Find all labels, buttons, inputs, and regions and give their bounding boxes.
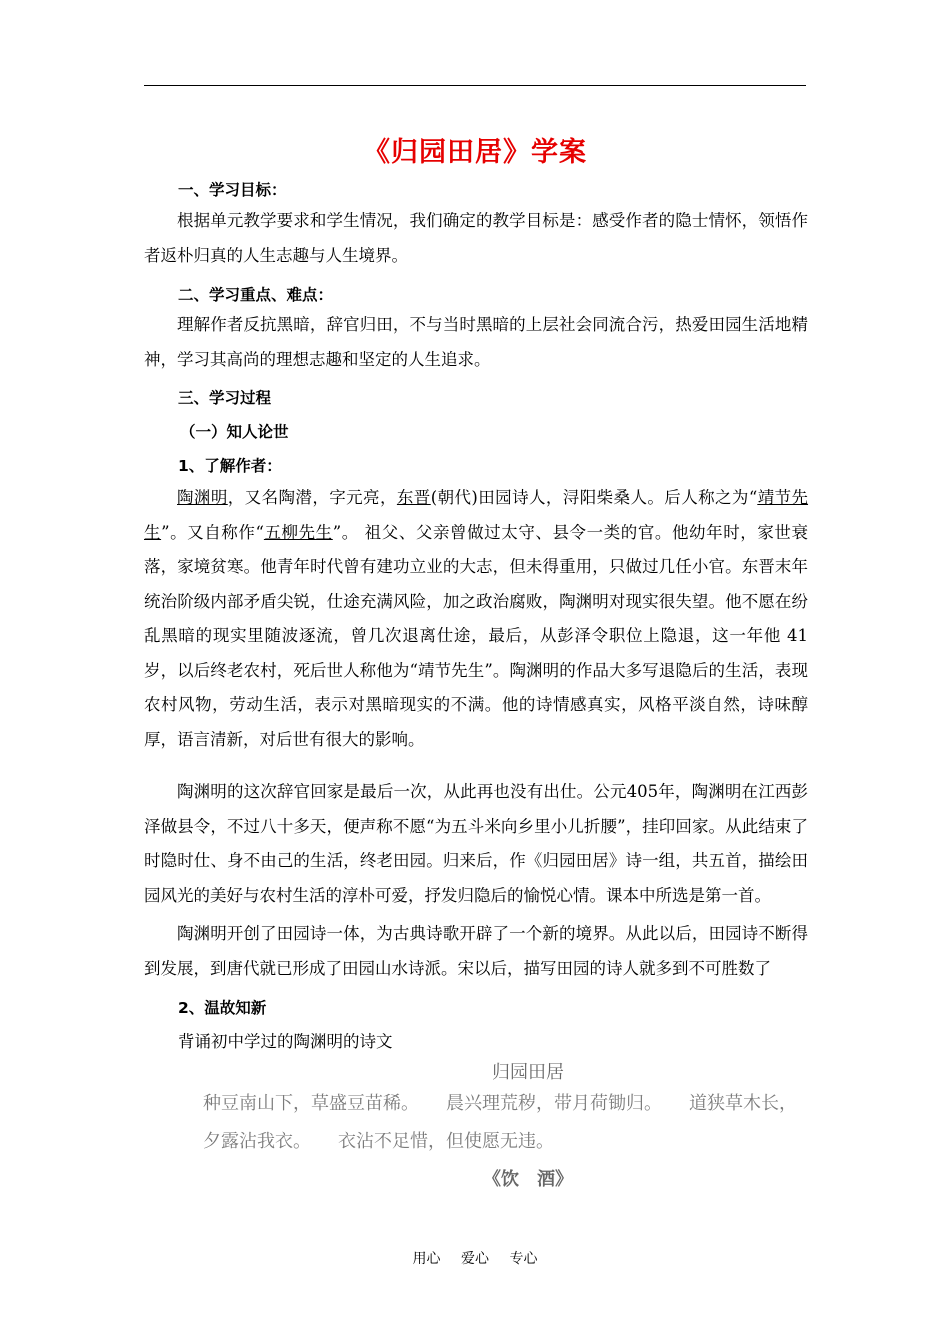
author-name: 陶渊明 xyxy=(177,488,228,507)
item-heading-author: 1、了解作者： xyxy=(178,457,282,475)
section-text-focus: 理解作者反抗黑暗，辞官归田，不与当时黑暗的上层社会同流合污，热爱田园生活地精神，学习其高尚的理想志趣和坚定的人生追求。 xyxy=(144,315,808,369)
author-alias-2: 五柳先生 xyxy=(263,522,333,542)
legacy-paragraph: 陶渊明开创了田园诗一体，为古典诗歌开辟了一个新的境界。从此以后，田园诗不断得到发展，到唐代就已形成了田园山水诗派。宋以后，描写田园的诗人就多到不可胜数了 xyxy=(144,924,808,978)
section-heading-focus: 二、学习重点、难点： xyxy=(178,286,334,304)
header-rule xyxy=(144,85,806,86)
author-paragraph: 陶渊明，又名陶潜，字元亮，东晋(朝代)田园诗人，浔阳柴桑人。后人称之为“靖节先生”。又自称作“五柳先生”。 祖父、父亲曾做过太守、县令一类的官。他幼年时，家世衰落，家境贫寒。他青年时代曾有建功立业的大志，但未得重用，只做过几任小官。东晋末年统治阶级内部矛盾尖锐，仕途充满风险，加之政治腐败，陶渊明对现实很失望。他不愿在纷乱黑暗的现实里随波逐流，曾几次退离仕途，最后，从彭泽令职位上隐退，这一年他 41 岁，以后终老农村，死后世人称他为“靖节先生”。陶渊明的作品大多写退隐后的生活，表现农村风物，劳动生活，表示对黑暗现实的不满。他的诗情感真实，风格平淡自然，诗味醇厚，语言清新，对后世有很大的影响。 xyxy=(144,488,809,749)
section-heading-goals: 一、学习目标： xyxy=(178,181,287,199)
poem-line-1: 种豆南山下，草盛豆苗稀。 晨兴理荒秽，带月荷锄归。 道狭草木长， xyxy=(203,1093,797,1114)
page-title: 《归园田居》学案 xyxy=(363,137,587,168)
subsection-heading-background: （一）知人论世 xyxy=(180,423,289,441)
review-instruction: 背诵初中学过的陶渊明的诗文 xyxy=(178,1032,393,1051)
item-heading-review: 2、温故知新 xyxy=(178,999,267,1017)
author-dynasty: 东晋 xyxy=(396,488,431,507)
page-footer: 用心 爱心 专心 xyxy=(412,1251,538,1267)
resignation-paragraph: 陶渊明的这次辞官回家是最后一次，从此再也没有出仕。公元405年，陶渊明在江西彭泽做县令，不过八十多天，便声称不愿“为五斗米向乡里小儿折腰”，挂印回家。从此结束了时隐时仕、身不由己的生活，终老田园。归来后，作《归园田居》诗一组，共五首，描绘田园风光的美好与农村生活的淳朴可爱，抒发归隐后的愉悦心情。课本中所选是第一首。 xyxy=(144,782,808,905)
author-alias-1: 靖节先生 xyxy=(144,488,809,542)
poem-title-guiyuan: 归园田居 xyxy=(492,1062,564,1083)
poem-line-2: 夕露沾我衣。 衣沾不足惜，但使愿无违。 xyxy=(203,1131,554,1152)
section-heading-process: 三、学习过程 xyxy=(178,389,272,407)
section-text-goals: 根据单元教学要求和学生情况，我们确定的教学目标是：感受作者的隐士情怀，领悟作者返朴归真的人生志趣与人生境界。 xyxy=(144,211,808,265)
poem-title-yinjiu: 《饮 酒》 xyxy=(483,1169,573,1190)
